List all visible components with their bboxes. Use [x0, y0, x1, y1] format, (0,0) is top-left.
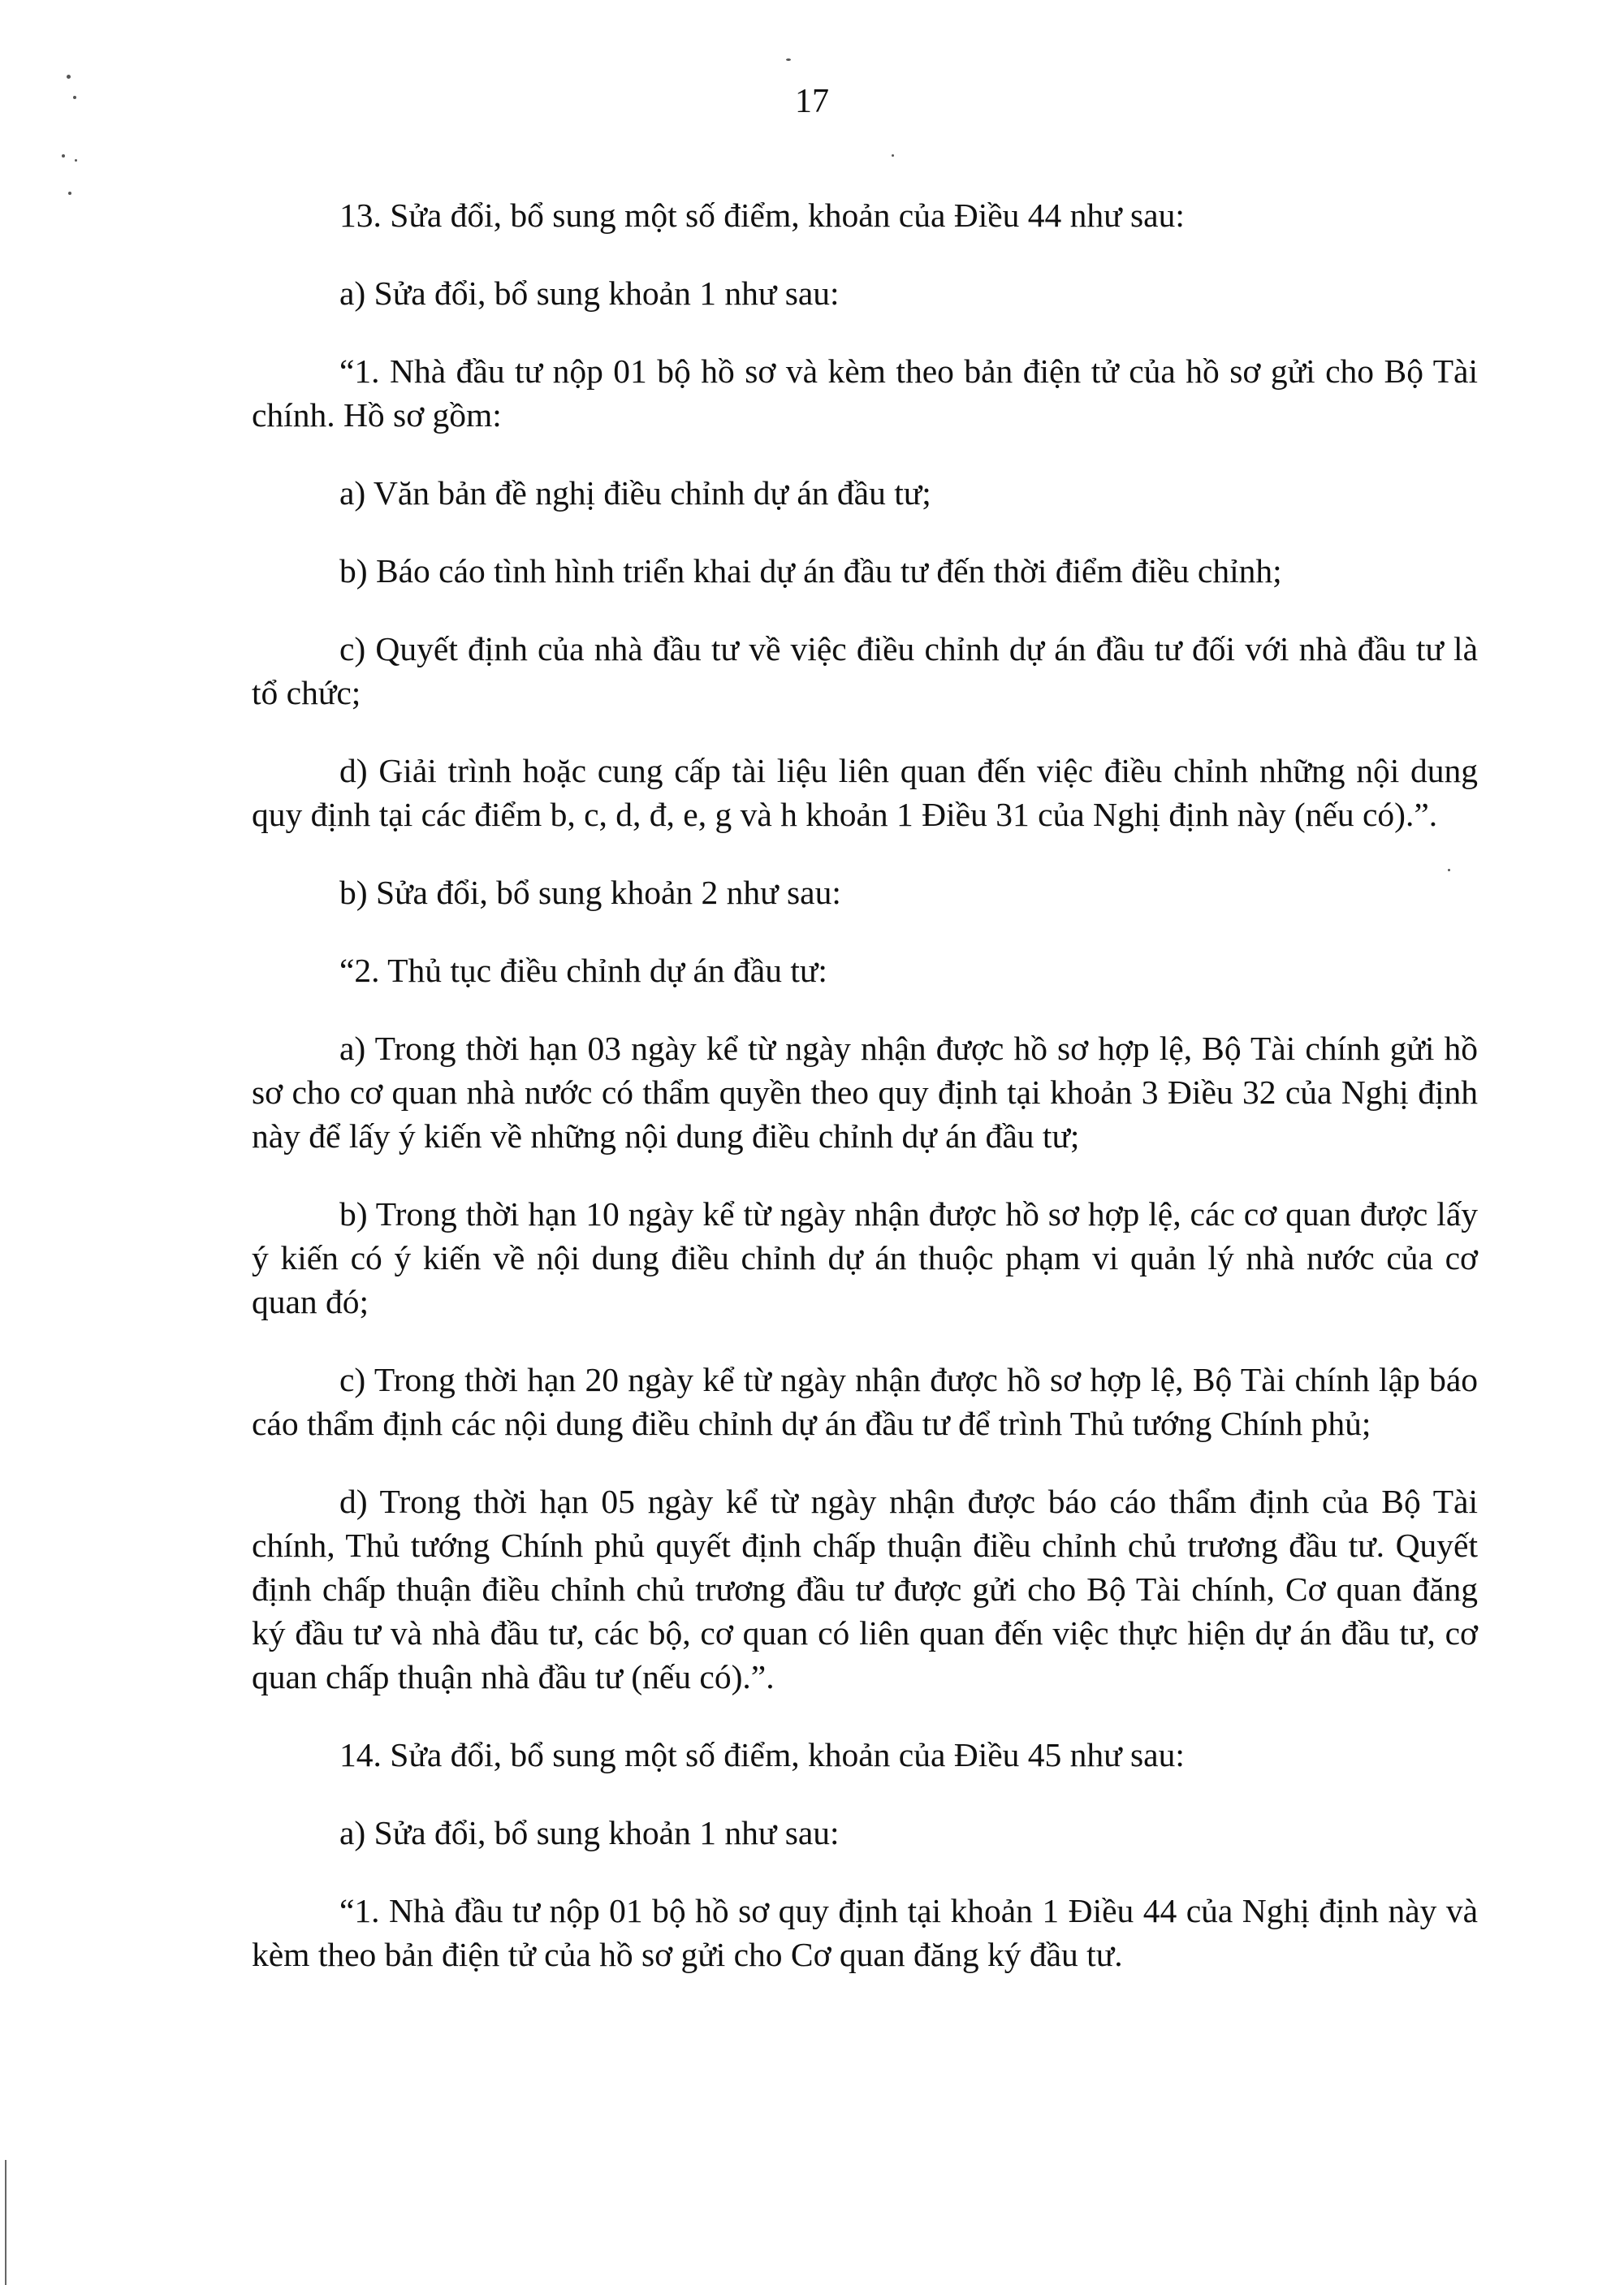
- paragraph: “1. Nhà đầu tư nộp 01 bộ hồ sơ quy định tại khoản 1 Điều 44 của Nghị định này và kèm theo bản điện tử của hồ sơ gửi cho Cơ quan đăng ký đầu tư.: [252, 1892, 1478, 1973]
- paragraph: a) Văn bản đề nghị điều chỉnh dự án đầu tư;: [339, 474, 931, 512]
- document-body: [252, 193, 1478, 1976]
- scan-speck: [73, 96, 76, 99]
- paragraph: 13. Sửa đổi, bổ sung một số điểm, khoản của Điều 44 như sau:: [339, 197, 1185, 234]
- scan-speck: [67, 75, 71, 79]
- paragraph: a) Trong thời hạn 03 ngày kể từ ngày nhận được hồ sơ hợp lệ, Bộ Tài chính gửi hồ sơ cho cơ quan nhà nước có thẩm quyền theo quy định tại khoản 3 Điều 32 của Nghị định này để lấy ý kiến về những nội dung điều chỉnh dự án đầu tư;: [252, 1030, 1478, 1155]
- scan-speck: [62, 154, 65, 158]
- paragraph: a) Sửa đổi, bổ sung khoản 1 như sau:: [339, 1814, 840, 1851]
- paragraph: “1. Nhà đầu tư nộp 01 bộ hồ sơ và kèm theo bản điện tử của hồ sơ gửi cho Bộ Tài chính. Hồ sơ gồm:: [252, 352, 1478, 434]
- paragraph: 14. Sửa đổi, bổ sung một số điểm, khoản của Điều 45 như sau:: [339, 1736, 1185, 1773]
- scan-speck: [75, 159, 77, 162]
- scan-speck: [1448, 869, 1450, 871]
- scan-speck: [786, 58, 791, 61]
- scan-speck: [68, 192, 71, 195]
- paragraph: c) Quyết định của nhà đầu tư về việc điều chỉnh dự án đầu tư đối với nhà đầu tư là tổ chức;: [252, 630, 1478, 711]
- paragraph: b) Báo cáo tình hình triển khai dự án đầu tư đến thời điểm điều chỉnh;: [339, 552, 1282, 590]
- paragraph: a) Sửa đổi, bổ sung khoản 1 như sau:: [339, 274, 840, 312]
- paragraph: d) Giải trình hoặc cung cấp tài liệu liên quan đến việc điều chỉnh những nội dung quy định tại các điểm b, c, d, đ, e, g và h khoản 1 Điều 31 của Nghị định này (nếu có).”.: [252, 752, 1478, 833]
- scan-margin-line: [5, 2160, 6, 2285]
- paragraph: “2. Thủ tục điều chỉnh dự án đầu tư:: [339, 952, 827, 989]
- page-number: 17: [795, 83, 829, 120]
- paragraph: b) Sửa đổi, bổ sung khoản 2 như sau:: [339, 874, 841, 911]
- paragraph: b) Trong thời hạn 10 ngày kể từ ngày nhận được hồ sơ hợp lệ, các cơ quan được lấy ý kiến có ý kiến về nội dung điều chỉnh dự án thuộc phạm vi quản lý nhà nước của cơ quan đó;: [252, 1195, 1478, 1320]
- paragraph: d) Trong thời hạn 05 ngày kể từ ngày nhận được báo cáo thẩm định của Bộ Tài chính, Thủ tướng Chính phủ quyết định chấp thuận điều chỉnh chủ trương đầu tư. Quyết định chấp thuận điều chỉnh chủ trương đầu tư được gửi cho Bộ Tài chính, Cơ quan đăng ký đầu tư và nhà đầu tư, các bộ, cơ quan có liên quan đến việc thực hiện dự án đầu tư, cơ quan chấp thuận nhà đầu tư (nếu có).”.: [252, 1483, 1478, 1695]
- paragraph: c) Trong thời hạn 20 ngày kể từ ngày nhận được hồ sơ hợp lệ, Bộ Tài chính lập báo cáo thẩm định các nội dung điều chỉnh dự án đầu tư để trình Thủ tướng Chính phủ;: [252, 1361, 1478, 1442]
- scan-speck: [892, 154, 894, 157]
